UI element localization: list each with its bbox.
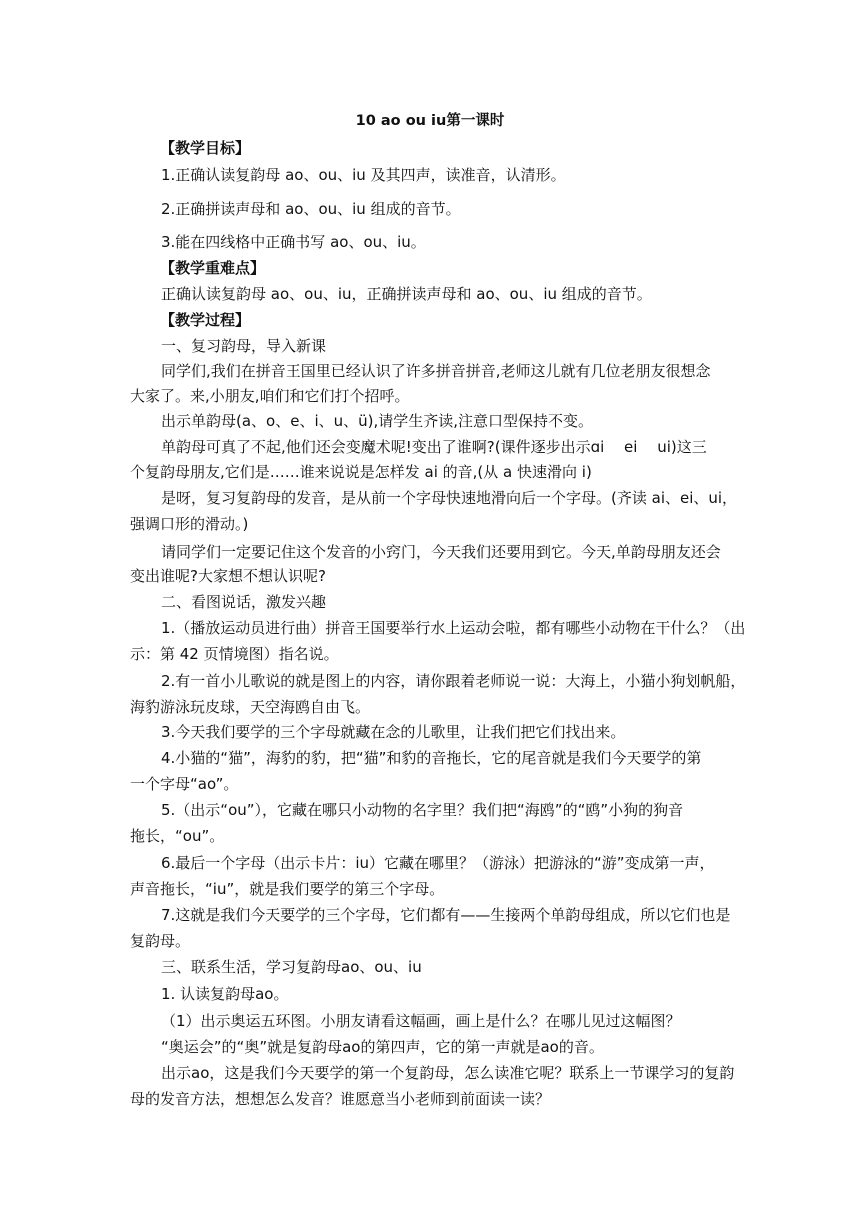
paragraph-line: 3.今天我们要学的三个字母就藏在念的儿歌里，让我们把它们找出来。 bbox=[161, 723, 626, 741]
paragraph-line: 1. 认读复韵母ao。 bbox=[161, 985, 289, 1003]
section-heading: 二、看图说话，激发兴趣 bbox=[161, 593, 327, 611]
paragraph-line: 海豹游泳玩皮球，天空海鸥自由飞。 bbox=[130, 698, 371, 716]
goal-item: 2.正确拼读声母和 ao、ou、iu 组成的音节。 bbox=[161, 200, 461, 218]
paragraph-line: 强调口形的滑动。) bbox=[130, 515, 249, 533]
process-heading: 【教学过程】 bbox=[160, 311, 251, 329]
document-title: 10 ao ou iu第一课时 bbox=[355, 113, 505, 129]
paragraph-line: 母的发音方法，想想怎么发音？谁愿意当小老师到前面读一读？ bbox=[130, 1090, 551, 1108]
paragraph-line: 请同学们一定要记住这个发音的小窍门，今天我们还要用到它。今天,单韵母朋友还会 bbox=[161, 543, 721, 561]
goal-item: 3.能在四线格中正确书写 ao、ou、iu。 bbox=[161, 233, 426, 251]
paragraph-line: 是呀，复习复韵母的发音，是从前一个字母快速地滑向后一个字母。(齐读 ai、ei、ui， bbox=[161, 489, 738, 507]
key-text: 正确认读复韵母 ao、ou、iu，正确拼读声母和 ao、ou、iu 组成的音节。 bbox=[161, 285, 652, 303]
section-heading: 三、联系生活，学习复韵母ao、ou、iu bbox=[161, 958, 422, 976]
paragraph-line: 声音拖长，“iu”，就是我们要学的第三个字母。 bbox=[130, 880, 445, 898]
paragraph-line: 拖长，“ou”。 bbox=[130, 827, 225, 845]
paragraph-line: 同学们,我们在拼音王国里已经认识了许多拼音拼音,老师这儿就有几位老朋友很想念 bbox=[161, 362, 711, 380]
paragraph-line: 变出谁呢?大家想不想认识呢? bbox=[130, 567, 326, 585]
paragraph-line: 7.这就是我们今天要学的三个字母，它们都有——生接两个单韵母组成，所以它们也是 bbox=[161, 906, 731, 924]
paragraph-line: 出示单韵母(a、o、e、i、u、ü),请学生齐读,注意口型保持不变。 bbox=[161, 412, 594, 430]
paragraph-line: 4.小猫的“猫”，海豹的豹，把“猫”和豹的音拖长，它的尾音就是我们今天要学的第 bbox=[161, 749, 702, 767]
key-heading: 【教学重难点】 bbox=[160, 259, 266, 277]
paragraph-line: “奥运会”的“奥”就是复韵母ao的第四声，它的第一声就是ao的音。 bbox=[161, 1038, 604, 1056]
paragraph-line: 出示ao，这是我们今天要学的第一个复韵母，怎么读准它呢？联系上一节课学习的复韵 bbox=[161, 1064, 735, 1082]
paragraph-line: （1）出示奥运五环图。小朋友请看这幅画，画上是什么？在哪儿见过这幅图？ bbox=[161, 1012, 681, 1030]
goals-heading: 【教学目标】 bbox=[160, 139, 251, 157]
paragraph-line: 5.（出示“ou”），它藏在哪只小动物的名字里？我们把“海鸥”的“鸥”小狗的狗音 bbox=[161, 801, 684, 819]
goal-item: 1.正确认读复韵母 ao、ou、iu 及其四声，读准音，认清形。 bbox=[161, 166, 566, 184]
paragraph-line: 个复韵母朋友,它们是……谁来说说是怎样发 ai 的音,(从 a 快速滑向 i) bbox=[130, 463, 592, 481]
paragraph-line: 2.有一首小儿歌说的就是图上的内容，请你跟着老师说一说：大海上，小猫小狗划帆船， bbox=[161, 672, 746, 690]
paragraph-line: 1.（播放运动员进行曲）拼音王国要举行水上运动会啦，都有哪些小动物在干什么？（出 bbox=[161, 619, 746, 637]
paragraph-line: 一个字母“ao”。 bbox=[130, 775, 239, 793]
paragraph-line: 6.最后一个字母（出示卡片：iu）它藏在哪里？（游泳）把游泳的“游”变成第一声， bbox=[161, 854, 715, 872]
section-heading: 一、复习韵母，导入新课 bbox=[161, 337, 327, 355]
paragraph-line: 示：第 42 页情境图）指名说。 bbox=[130, 645, 339, 663]
paragraph-line: 大家了。来,小朋友,咱们和它们打个招呼。 bbox=[130, 387, 410, 405]
paragraph-line: 单韵母可真了不起,他们还会变魔术呢!变出了谁啊?(课件逐步出示ɑi ei ui)这三 bbox=[161, 438, 707, 456]
paragraph-line: 复韵母。 bbox=[130, 932, 191, 950]
